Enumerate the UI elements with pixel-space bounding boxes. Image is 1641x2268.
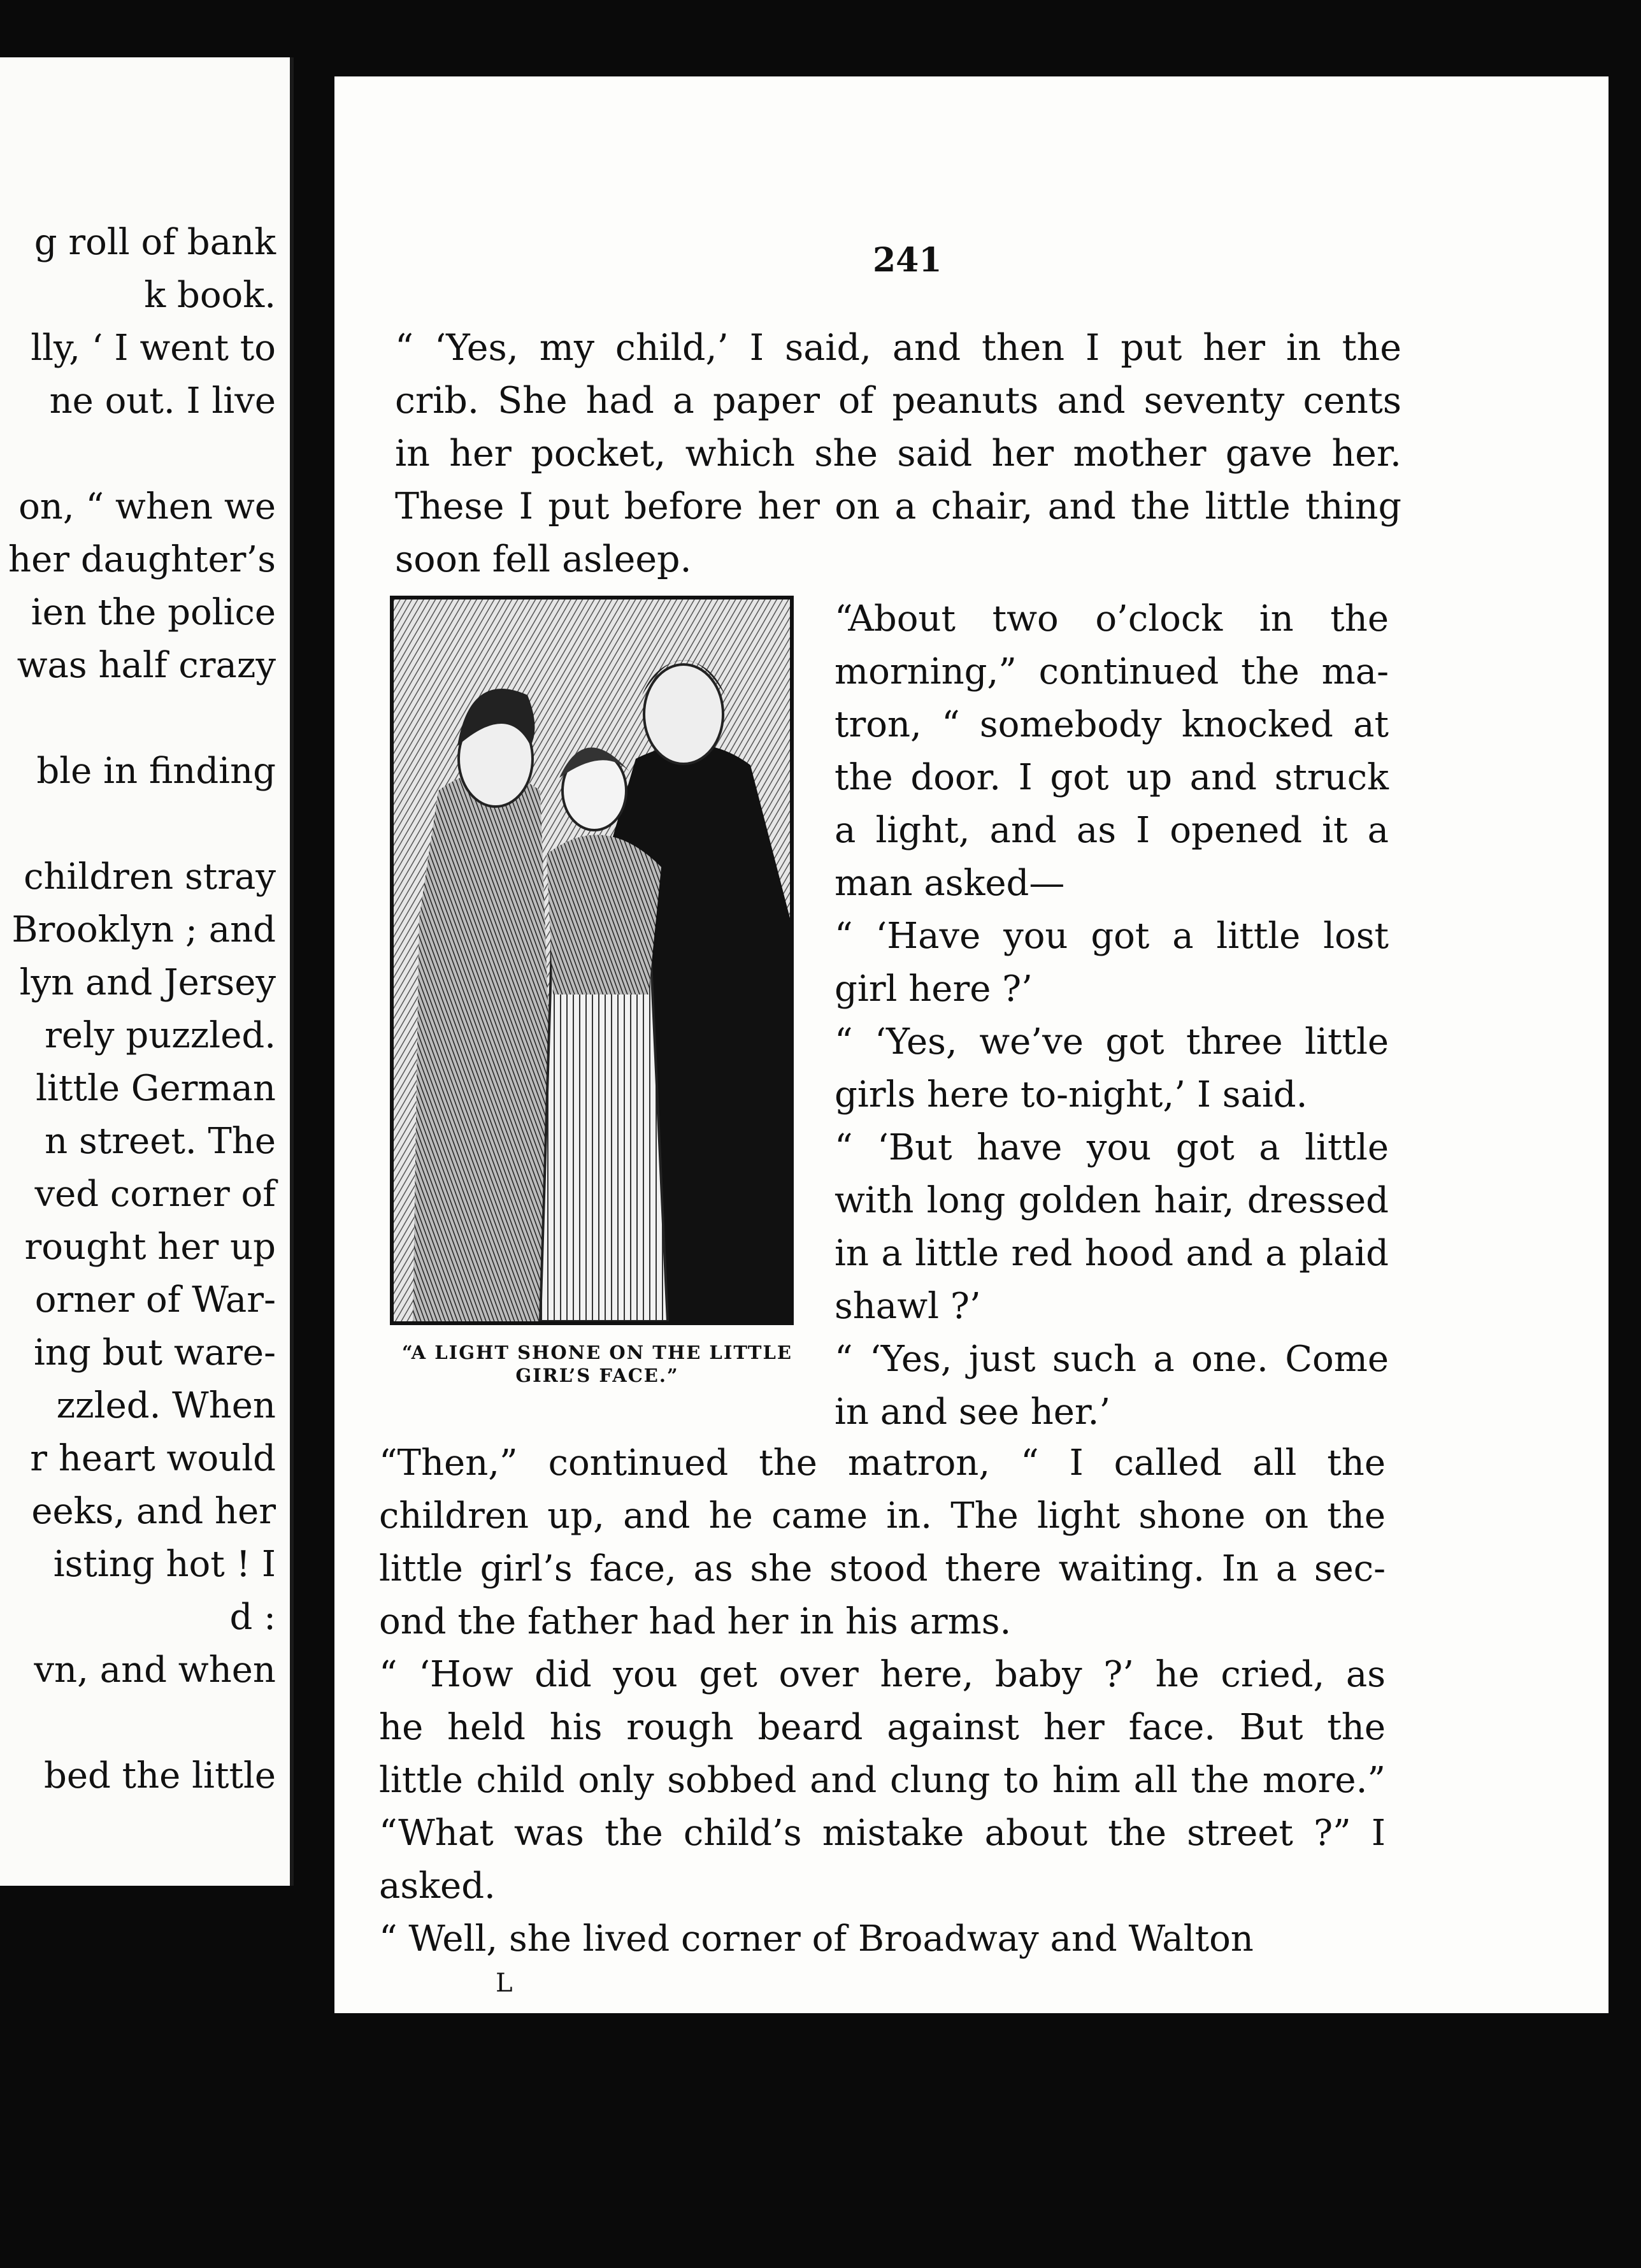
left-page-line: orner of War- (34, 1279, 276, 1321)
left-page-line: d : (229, 1597, 276, 1638)
text-line: with long golden hair, dressed (835, 1180, 1389, 1221)
engraving-illustration (390, 596, 794, 1325)
text-line: morning,” continued the ma- (835, 651, 1389, 693)
text-line: “What was the child’s mistake about the street ?” I (379, 1812, 1386, 1854)
text-line: “ ‘Yes, just such a one. Come (835, 1339, 1389, 1380)
text-line: “ ‘Have you got a little lost (835, 915, 1389, 957)
left-page-line: on, “ when we (18, 486, 276, 528)
text-line: asked. (379, 1865, 496, 1907)
left-page-line: n street. The (45, 1121, 276, 1162)
engraving-figures (394, 599, 790, 1321)
caption-line-1: “A LIGHT SHONE ON THE LITTLE (401, 1342, 793, 1363)
text-line: man asked— (835, 863, 1065, 904)
left-page-line (0, 692, 276, 745)
text-line: he held his rough beard against her face. But the (379, 1707, 1386, 1748)
left-page-line: rely puzzled. (45, 1015, 276, 1056)
left-page-line: ved corner of (34, 1173, 276, 1215)
left-page-line: rought her up (24, 1226, 276, 1268)
left-page-line: ien the police (31, 592, 276, 633)
left-page-line: her daughter’s (8, 539, 276, 580)
left-page-fragment (0, 57, 294, 1886)
text-line: “About two o’clock in the (835, 598, 1389, 640)
left-page-line: vn, and when (34, 1649, 276, 1691)
left-page-line: g roll of bank (34, 222, 276, 263)
left-page-line: was half crazy (17, 645, 276, 686)
left-page-line (0, 110, 276, 163)
text-line: tron, “ somebody knocked at (835, 704, 1389, 745)
left-page-line: lyn and Jersey (19, 962, 276, 1003)
left-page-line: lly, ‘ I went to (31, 327, 276, 369)
left-page-line: ne out. I live (49, 380, 276, 422)
text-line: the door. I got up and struck (835, 757, 1389, 798)
text-line: crib. She had a paper of peanuts and seventy cents (395, 380, 1401, 422)
left-page-line: eeks, and her (31, 1491, 276, 1532)
text-line: in a little red hood and a plaid (835, 1233, 1389, 1274)
left-page-line (0, 57, 276, 110)
signature-mark: L (496, 1969, 513, 1998)
left-page-line (0, 1697, 276, 1749)
left-page-line: ble in finding (36, 750, 276, 792)
text-line: “ ‘Yes, we’ve got three little (835, 1021, 1389, 1063)
text-line: These I put before her on a chair, and the little thing (395, 485, 1401, 528)
left-page-line: bed the little (43, 1755, 276, 1797)
left-page-line (0, 163, 276, 216)
text-line: in her pocket, which she said her mother gave her. (395, 433, 1401, 475)
text-line: a light, and as I opened it a (835, 810, 1389, 851)
left-page-line: isting hot ! I (53, 1544, 276, 1585)
text-line: soon fell asleep. (395, 538, 692, 580)
text-line: little child only sobbed and clung to him all the more.” (379, 1760, 1386, 1801)
text-line: “ ‘But have you got a little (835, 1127, 1389, 1168)
caption-line-2: GIRL’S FACE.” (515, 1365, 679, 1386)
text-line: girls here to-night,’ I said. (835, 1074, 1308, 1116)
page-number: 241 (873, 241, 942, 280)
left-page-line: k book. (144, 275, 276, 316)
text-line: in and see her.’ (835, 1391, 1111, 1433)
text-line: “ ‘Yes, my child,’ I said, and then I put her in the (395, 327, 1401, 369)
left-page-line: r heart would (30, 1438, 276, 1479)
closing-paragraphs (379, 1437, 1386, 1965)
illustration-caption (385, 1341, 809, 1387)
text-line: children up, and he came in. The light shone on the (379, 1495, 1386, 1537)
text-line: girl here ?’ (835, 968, 1033, 1010)
left-page-text (0, 57, 276, 1802)
opening-paragraph (395, 322, 1401, 586)
text-line: ond the father had her in his arms. (379, 1601, 1012, 1642)
left-page-line: little German (36, 1068, 276, 1109)
left-page-line: ing but ware- (34, 1332, 276, 1374)
text-line: shawl ?’ (835, 1286, 981, 1327)
side-column-text (835, 592, 1389, 1439)
text-line: “Then,” continued the matron, “ I called all the (379, 1442, 1386, 1484)
left-page-line (0, 798, 276, 850)
left-page-line: zzled. When (56, 1385, 276, 1426)
text-line: “ Well, she lived corner of Broadway and Walton (379, 1918, 1254, 1960)
left-page-line (0, 427, 276, 480)
text-line: “ ‘How did you get over here, baby ?’ he cried, as (379, 1654, 1386, 1695)
left-page-line: children stray (24, 856, 276, 898)
left-page-line: Brooklyn ; and (11, 909, 276, 951)
text-line: little girl’s face, as she stood there waiting. In a sec- (379, 1548, 1386, 1590)
